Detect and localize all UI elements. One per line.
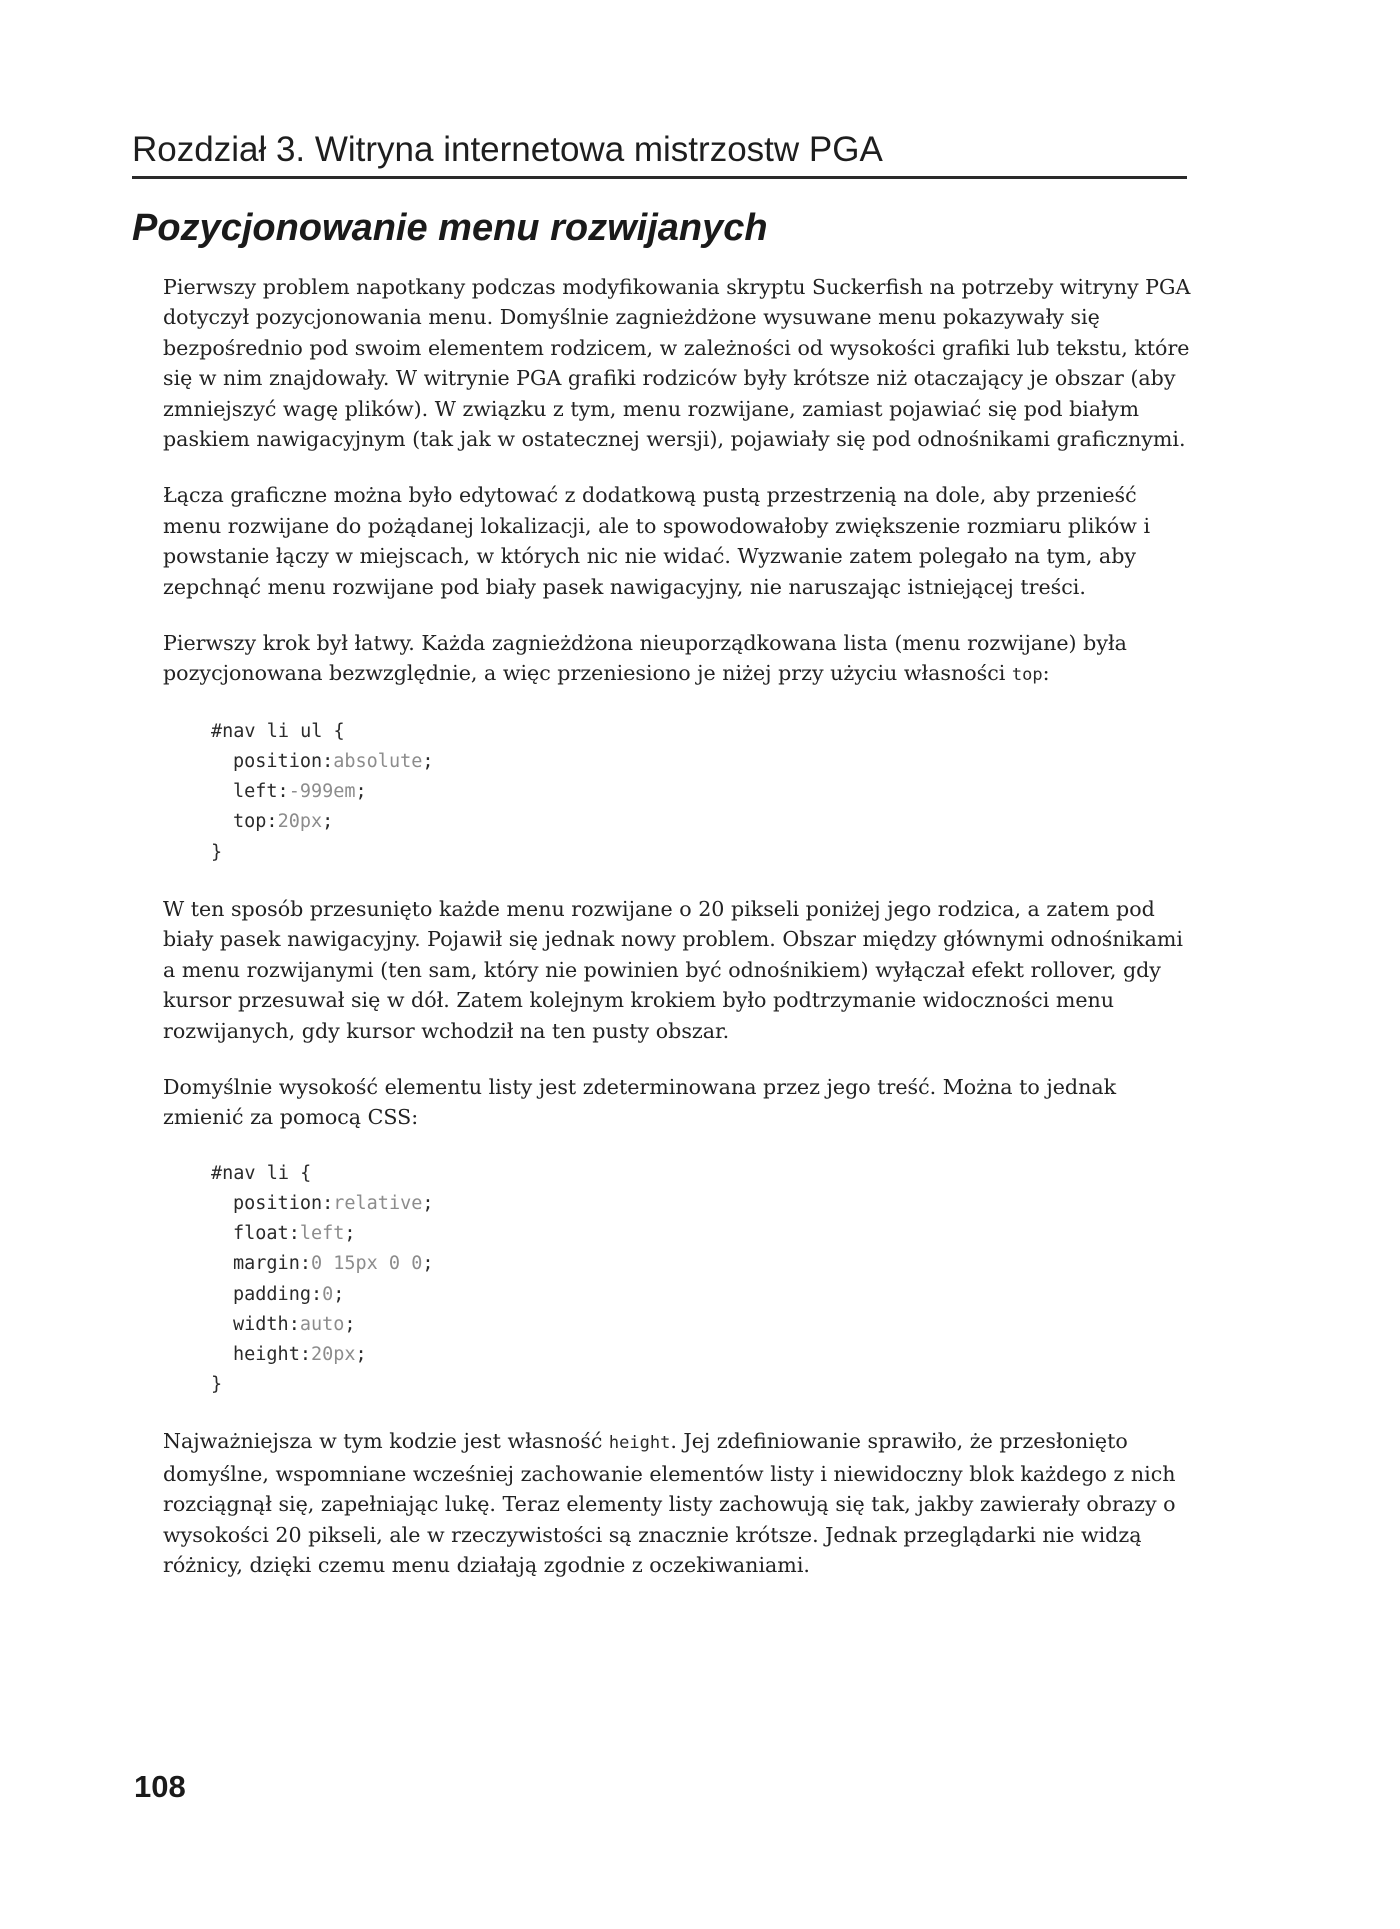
code-semicolon: ;: [322, 811, 334, 833]
code-closing-brace: }: [211, 1374, 223, 1396]
code-line: [211, 1310, 1193, 1340]
paragraph-5: Domyślnie wysokość elementu listy jest zdeterminowana przez jego treść. Można to jednak zmienić za pomocą CSS:: [163, 1074, 1117, 1130]
code-semicolon: ;: [422, 1192, 434, 1214]
code-semicolon: ;: [344, 1313, 356, 1335]
code-value: 20px: [277, 811, 323, 833]
code-value: absolute: [333, 751, 423, 773]
code-value: relative: [333, 1192, 423, 1214]
code-closing-brace: }: [211, 841, 223, 863]
code-value: 20px: [310, 1343, 356, 1365]
inline-code-height: height: [608, 1433, 671, 1454]
code-block-nav-li: [211, 1159, 1193, 1401]
code-line: [211, 1249, 1193, 1279]
code-selector: #nav li {: [211, 1162, 312, 1184]
paragraph-6: [163, 1426, 1193, 1580]
code-line: [211, 777, 1193, 807]
code-semicolon: ;: [344, 1223, 356, 1245]
code-line: [211, 807, 1193, 837]
code-line: [211, 1280, 1193, 1310]
code-value: -999em: [288, 781, 356, 803]
code-line: [211, 1219, 1193, 1249]
paragraph-3: [163, 628, 1193, 691]
code-block-nav-li-ul: [211, 717, 1193, 868]
code-property: padding:: [233, 1283, 323, 1305]
body-text: [163, 272, 1193, 1606]
paragraph-6-rest: . Jej zdefiniowanie sprawiło, że przesłonięto domyślne, wspomniane wcześniej zachowanie elementów listy i niewidoczny blok każdego z nich rozciągnął się, zapełniając lukę. Teraz elementy listy zachowują się tak, jakby zawierały obrazy o wysokości 20 pikseli, ale w rzeczywistości są znacznie krótsze. Jednak przeglądarki nie widzą różnicy, dzięki czemu menu działają zgodnie z oczekiwaniami.: [163, 1429, 1176, 1577]
code-value: left: [299, 1223, 345, 1245]
code-semicolon: ;: [355, 1343, 367, 1365]
paragraph-6-text: Najważniejsza w tym kodzie jest własność: [163, 1429, 609, 1454]
code-value: auto: [299, 1313, 345, 1335]
code-property: position:: [233, 751, 334, 773]
paragraph-3-text: Pierwszy krok był łatwy. Każda zagnieżdżona nieuporządkowana lista (menu rozwijane) była pozycjonowana bezwzględnie, a więc przeniesiono je niżej przy użyciu własności: [163, 631, 1127, 686]
code-property: width:: [233, 1313, 300, 1335]
code-value: 0 15px 0 0: [310, 1253, 423, 1275]
inline-code-top: top: [1011, 665, 1043, 686]
code-line: [211, 1340, 1193, 1370]
code-line: [211, 747, 1193, 777]
chapter-running-header: Rozdział 3. Witryna internetowa mistrzostw PGA: [132, 128, 1187, 179]
paragraph-2: Łącza graficzne można było edytować z dodatkową pustą przestrzenią na dole, aby przenieść menu rozwijane do pożądanej lokalizacji, ale to spowodowałoby zwiększenie rozmiaru plików i powstanie łączy w miejscach, w których nic nie widać. Wyzwanie zatem polegało na tym, aby zepchnąć menu rozwijane pod biały pasek nawigacyjny, nie naruszając istniejącej treści.: [163, 483, 1151, 599]
paragraph-3-end: :: [1042, 661, 1050, 686]
code-selector: #nav li ul {: [211, 720, 345, 742]
paragraph-4: W ten sposób przesunięto każde menu rozwijane o 20 pikseli poniżej jego rodzica, a zatem pod biały pasek nawigacyjny. Pojawił się jednak nowy problem. Obszar między głównymi odnośnikami a menu rozwijanymi (ten sam, który nie powinien być odnośnikiem) wyłączał efekt rollover, gdy kursor przesuwał się w dół. Zatem kolejnym krokiem było podtrzymanie widoczności menu rozwijanych, gdy kursor wchodził na ten pusty obszar.: [163, 896, 1184, 1043]
code-semicolon: ;: [333, 1283, 345, 1305]
code-semicolon: ;: [355, 781, 367, 803]
code-property: margin:: [233, 1253, 311, 1275]
page-number: 108: [134, 1769, 186, 1804]
code-semicolon: ;: [422, 1253, 434, 1275]
code-line: [211, 1189, 1193, 1219]
code-semicolon: ;: [422, 751, 434, 773]
code-property: height:: [233, 1343, 311, 1365]
section-title: Pozycjonowanie menu rozwijanych: [132, 207, 768, 249]
code-property: position:: [233, 1192, 334, 1214]
code-value: 0: [322, 1283, 334, 1305]
code-property: float:: [233, 1223, 300, 1245]
paragraph-1: Pierwszy problem napotkany podczas modyfikowania skryptu Suckerfish na potrzeby witryny PGA dotyczył pozycjonowania menu. Domyślnie zagnieżdżone wysuwane menu pokazywały się bezpośrednio pod swoim elementem rodzicem, w zależności od wysokości grafiki lub tekstu, które się w nim znajdowały. W witrynie PGA grafiki rodziców były krótsze niż otaczający je obszar (aby zmniejszyć wagę plików). W związku z tym, menu rozwijane, zamiast pojawiać się pod białym paskiem nawigacyjnym (tak jak w ostatecznej wersji), pojawiały się pod odnośnikami graficznymi.: [163, 275, 1191, 452]
code-property: top:: [233, 811, 278, 833]
code-property: left:: [233, 781, 289, 803]
